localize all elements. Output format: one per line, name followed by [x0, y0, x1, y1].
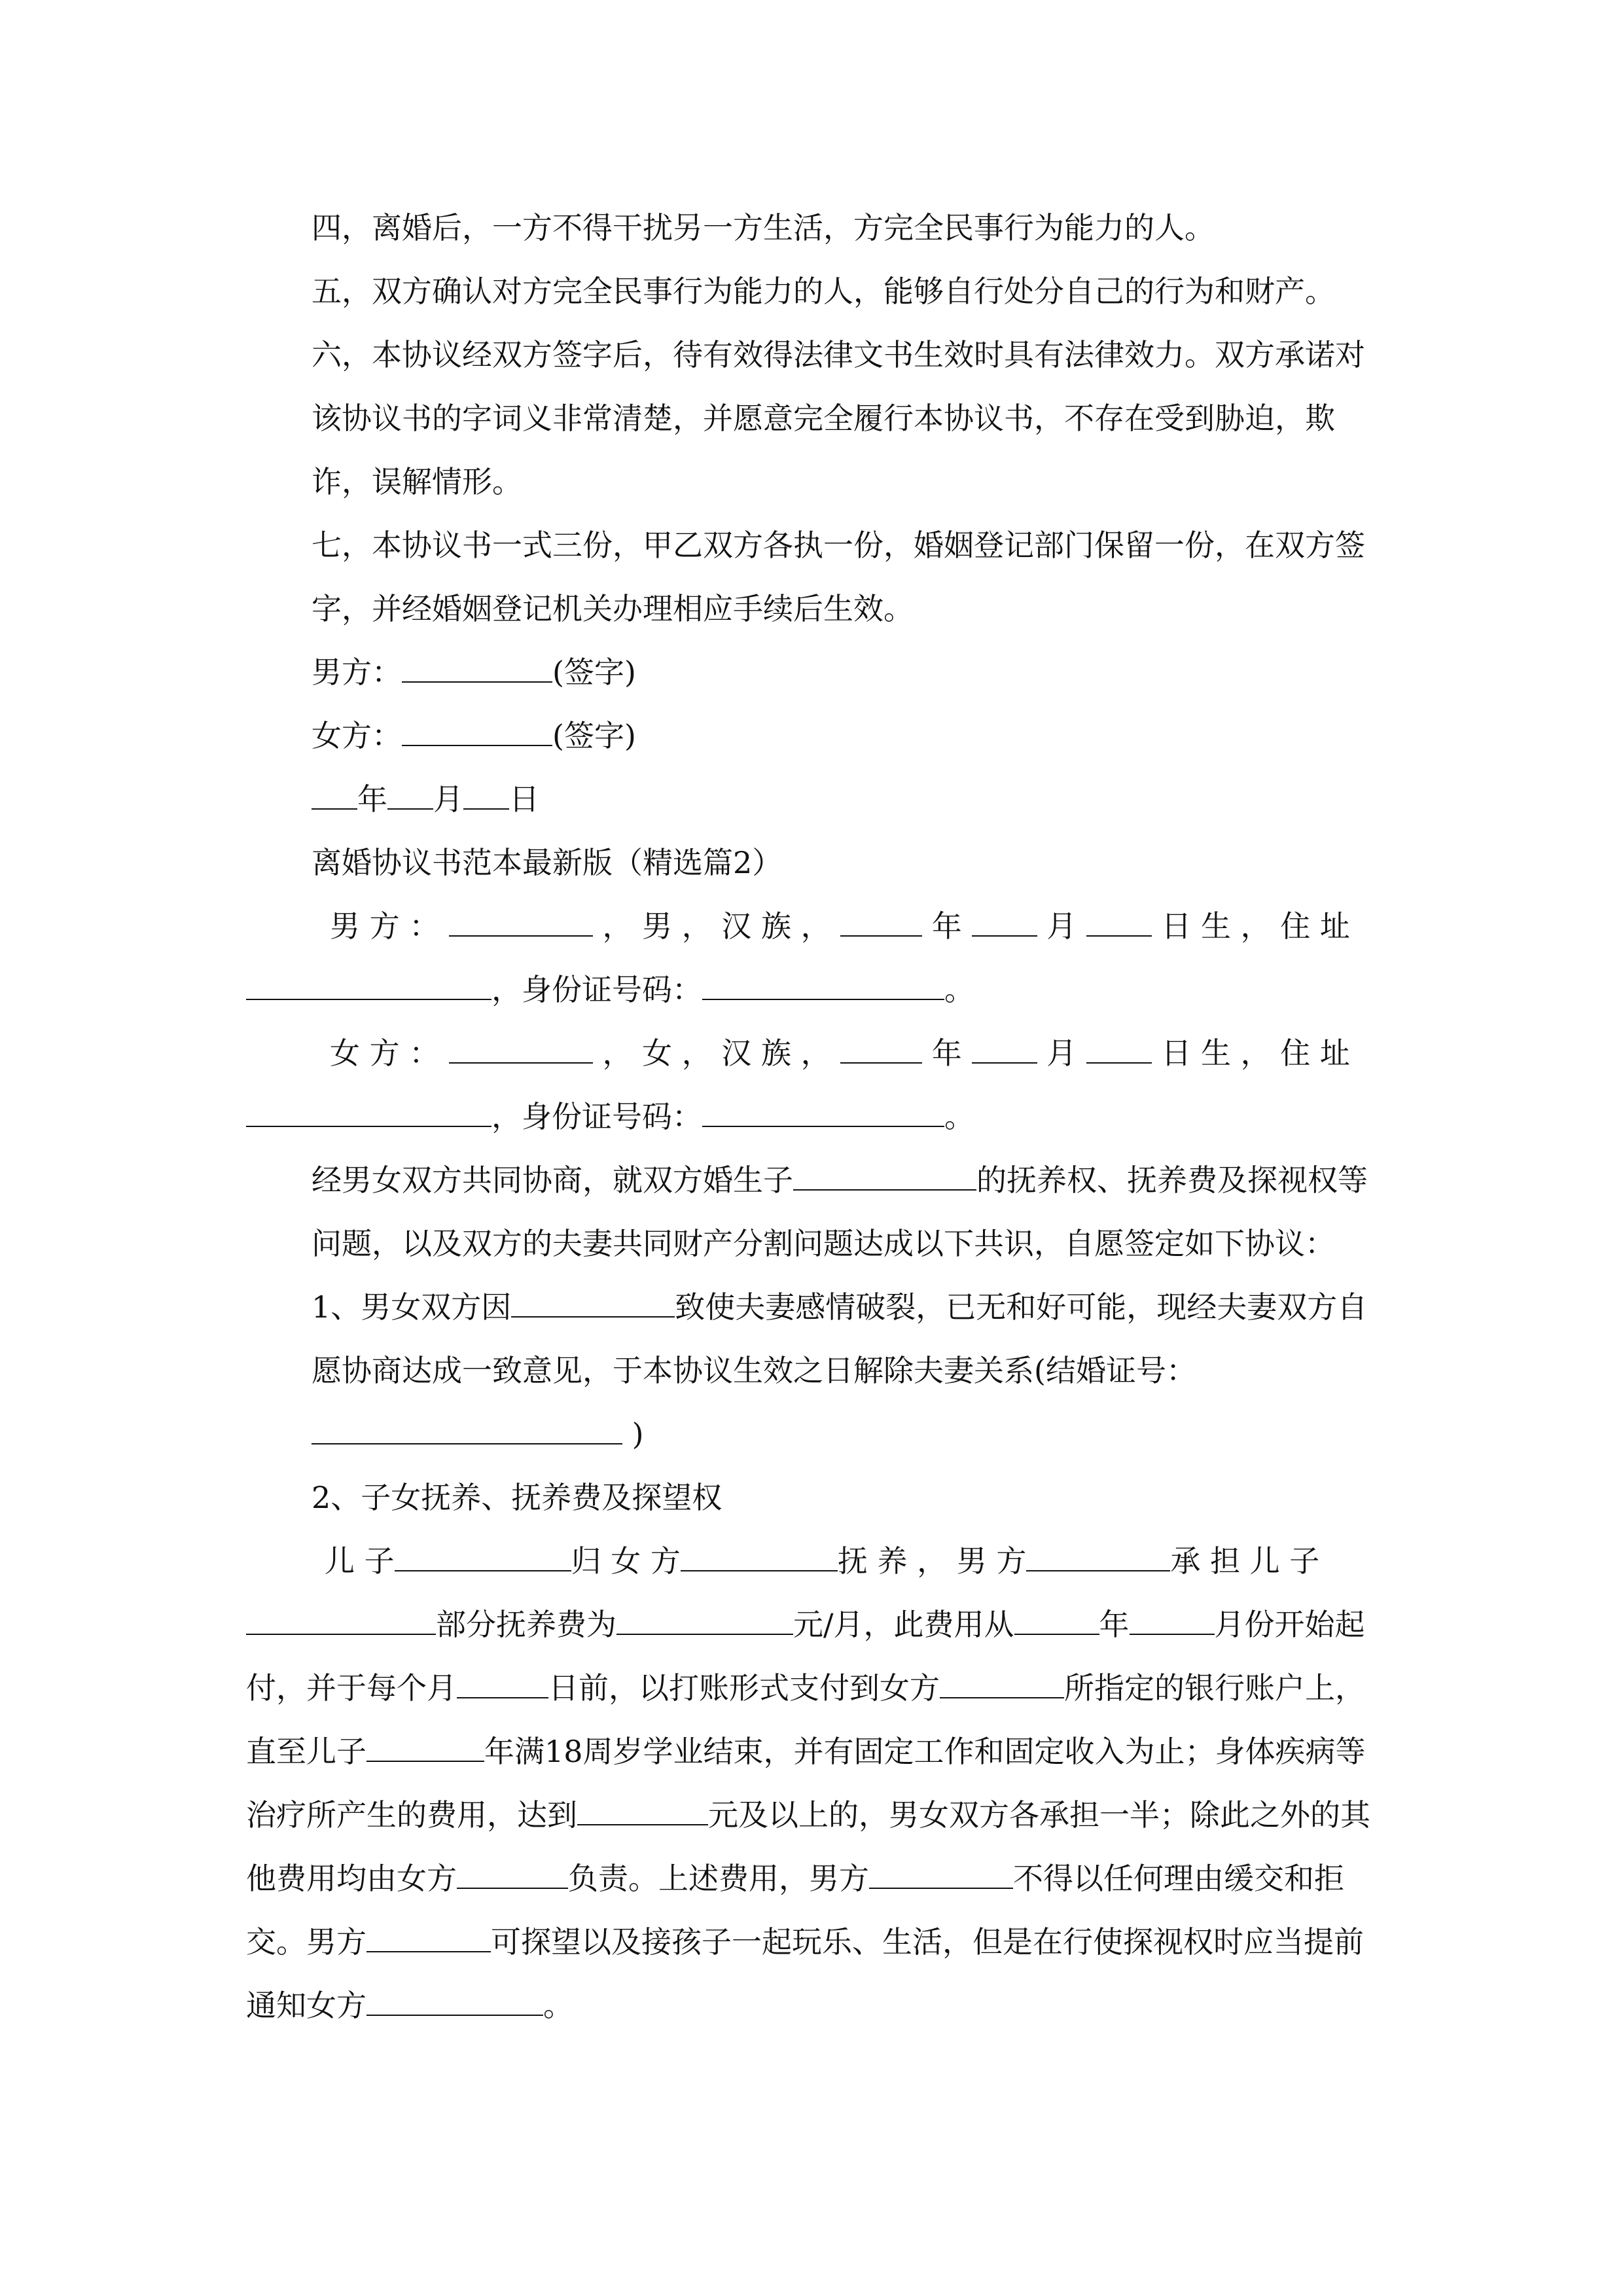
item2-blank-1: [395, 1544, 571, 1571]
male-birth-year-blank: [840, 909, 922, 937]
clause-4: 四，离婚后，一方不得干扰另一方生活，方完全民事行为能力的人。: [312, 210, 1215, 245]
female-id-blank: [702, 1100, 944, 1127]
item2-blank-14: [366, 1925, 491, 1952]
marriage-cert-no-blank: [312, 1417, 622, 1444]
child-name-blank: [793, 1163, 976, 1191]
date-month-blank: [387, 782, 433, 810]
male-birth-month-blank: [972, 909, 1037, 937]
item2-text-7: 年: [1099, 1607, 1130, 1642]
male-sep-2: ，: [681, 908, 712, 944]
item1-part-a: 1、男女双方因: [312, 1289, 512, 1325]
female-sep-2: ，: [681, 1035, 712, 1071]
female-ethnicity: 汉 族: [721, 1035, 791, 1071]
clause-item-1: [246, 1276, 1378, 1466]
item2-blank-8: [457, 1671, 548, 1698]
item2-blank-7: [1130, 1607, 1215, 1635]
female-sep-1: ，: [602, 1035, 633, 1071]
female-birth-year-blank: [840, 1036, 922, 1064]
clause-5: 五，双方确认对方完全民事行为能力的人，能够自行处分自己的行为和财产。: [312, 274, 1335, 309]
item2-text-5: 部分抚养费为: [436, 1607, 616, 1642]
item2-text-13: 负责。上述费用，男方: [568, 1861, 869, 1896]
item2-text-10: 所指定的银行账户上，直至儿子: [246, 1670, 1365, 1769]
female-signature-label: 女方：: [312, 718, 402, 753]
section-title: 离婚协议书范本最新版（精选篇2）: [312, 845, 783, 880]
item2-text-1: 儿 子: [325, 1543, 395, 1579]
female-address-id-line: [246, 1085, 1378, 1149]
item2-blank-15: [366, 1988, 543, 2016]
male-birth-day-blank: [1086, 909, 1152, 937]
item2-text-8: 月份开始起付，并于每个月: [246, 1607, 1365, 1706]
female-signature-line: [246, 704, 1378, 768]
male-info-line: [246, 895, 1378, 958]
male-address-blank: [246, 973, 491, 1000]
male-ethnicity: 汉 族: [721, 908, 791, 944]
female-birth-month-label: 月: [1046, 1035, 1077, 1071]
item2-blank-3: [1026, 1544, 1170, 1571]
male-line-end: 。: [944, 972, 974, 1007]
clause-7: 七，本协议书一式三份，甲乙双方各执一份，婚姻登记部门保留一份，在双方签字，并经婚姻登记机关办理相应手续后生效。: [312, 528, 1365, 626]
item2-blank-13: [869, 1861, 1013, 1889]
male-birth-year-label: 年: [931, 908, 962, 944]
signature-date-line: [246, 768, 1378, 831]
item2-blank-6: [1014, 1607, 1099, 1635]
item2-text-15: 可探望以及接孩子一起玩乐、生活，但是在行使探视权时应当提前通知女方: [246, 1924, 1364, 2023]
item2-blank-4: [246, 1607, 436, 1635]
item2-text-16: 。: [543, 1988, 573, 2023]
male-sep-1: ，: [602, 908, 633, 944]
clause-item-2-title: 2、子女抚养、抚养费及探望权: [312, 1480, 722, 1515]
clause-item-2-body: [246, 1530, 1378, 1593]
date-day-label: 日: [509, 781, 539, 817]
intro-part-b: 的抚养权、抚养费及探视权等问题，以及双方的夫妻共同财产分割问题达成以下共识，自愿签定如下协议：: [312, 1162, 1368, 1261]
female-sep-4: ，: [1240, 1035, 1271, 1071]
female-address-blank: [246, 1100, 491, 1127]
male-signature-blank: [402, 655, 552, 683]
item2-text-14: 不得以任何理由缓交和拒交。男方: [246, 1861, 1344, 1960]
item2-text-2: 归 女 方: [571, 1543, 681, 1579]
male-name-blank: [449, 909, 593, 937]
clause-item-2-body-cont: [246, 1593, 1378, 2037]
female-address-label: 住 址: [1280, 1035, 1350, 1071]
female-birth-year-label: 年: [931, 1035, 962, 1071]
male-birth-month-label: 月: [1046, 908, 1077, 944]
item2-text-6: 元/月，此费用从: [793, 1607, 1014, 1642]
male-address-label: 住 址: [1280, 908, 1350, 944]
date-month-label: 月: [433, 781, 463, 817]
date-year-label: 年: [357, 781, 387, 817]
item1-part-c: ): [632, 1416, 644, 1452]
female-id-label: ，身份证号码：: [491, 1099, 702, 1134]
male-gender: 男: [642, 908, 673, 944]
male-id-label: ，身份证号码：: [491, 972, 702, 1007]
male-sep-4: ，: [1240, 908, 1271, 944]
date-day-blank: [463, 782, 509, 810]
female-line-end: 。: [944, 1099, 974, 1134]
item2-blank-5: [616, 1607, 793, 1635]
female-gender: 女: [642, 1035, 673, 1071]
female-name-blank: [449, 1036, 593, 1064]
male-info-label: 男 方 ：: [330, 908, 440, 944]
item2-blank-11: [577, 1798, 708, 1825]
item2-blank-2: [681, 1544, 838, 1571]
divorce-reason-blank: [511, 1290, 675, 1318]
female-info-label: 女 方 ：: [330, 1035, 440, 1071]
female-birth-month-blank: [972, 1036, 1037, 1064]
item2-text-11: 年满18周岁学业结束，并有固定工作和固定收入为止；身体疾病等治疗所产生的费用，达到: [246, 1734, 1366, 1833]
agreement-intro: [246, 1149, 1378, 1276]
female-signature-suffix: (签字): [552, 718, 636, 753]
male-signature-suffix: (签字): [552, 655, 636, 690]
date-year-blank: [312, 782, 357, 810]
male-address-id-line: [246, 958, 1378, 1022]
item2-text-12: 元及以上的，男女双方各承担一半；除此之外的其他费用均由女方: [246, 1797, 1370, 1896]
intro-part-a: 经男女双方共同协商，就双方婚生子: [312, 1162, 793, 1198]
item2-blank-9: [940, 1671, 1064, 1698]
item2-blank-10: [366, 1734, 484, 1762]
item2-text-3: 抚 养 ， 男 方: [837, 1543, 1027, 1579]
female-signature-blank: [402, 719, 552, 746]
female-birth-day-label: 日 生: [1161, 1035, 1231, 1071]
item2-text-9: 日前，以打账形式支付到女方: [548, 1670, 940, 1706]
female-birth-day-blank: [1086, 1036, 1152, 1064]
item2-blank-12: [457, 1861, 568, 1889]
item2-text-4: 承 担 儿 子: [1170, 1543, 1320, 1579]
female-sep-3: ，: [800, 1035, 831, 1071]
male-id-blank: [702, 973, 944, 1000]
item1-part-b: 致使夫妻感情破裂，已无和好可能，现经夫妻双方自愿协商达成一致意见，于本协议生效之日解除夫妻关系(结婚证号：: [312, 1289, 1368, 1388]
male-signature-label: 男方：: [312, 655, 402, 690]
female-info-line: [246, 1022, 1378, 1085]
document-body: [246, 196, 1378, 2037]
male-signature-line: [246, 641, 1378, 704]
male-birth-day-label: 日 生: [1161, 908, 1231, 944]
male-sep-3: ，: [800, 908, 831, 944]
clause-6: 六，本协议经双方签字后，待有效得法律文书生效时具有法律效力。双方承诺对该协议书的字词义非常清楚，并愿意完全履行本协议书，不存在受到胁迫，欺诈，误解情形。: [312, 337, 1365, 499]
